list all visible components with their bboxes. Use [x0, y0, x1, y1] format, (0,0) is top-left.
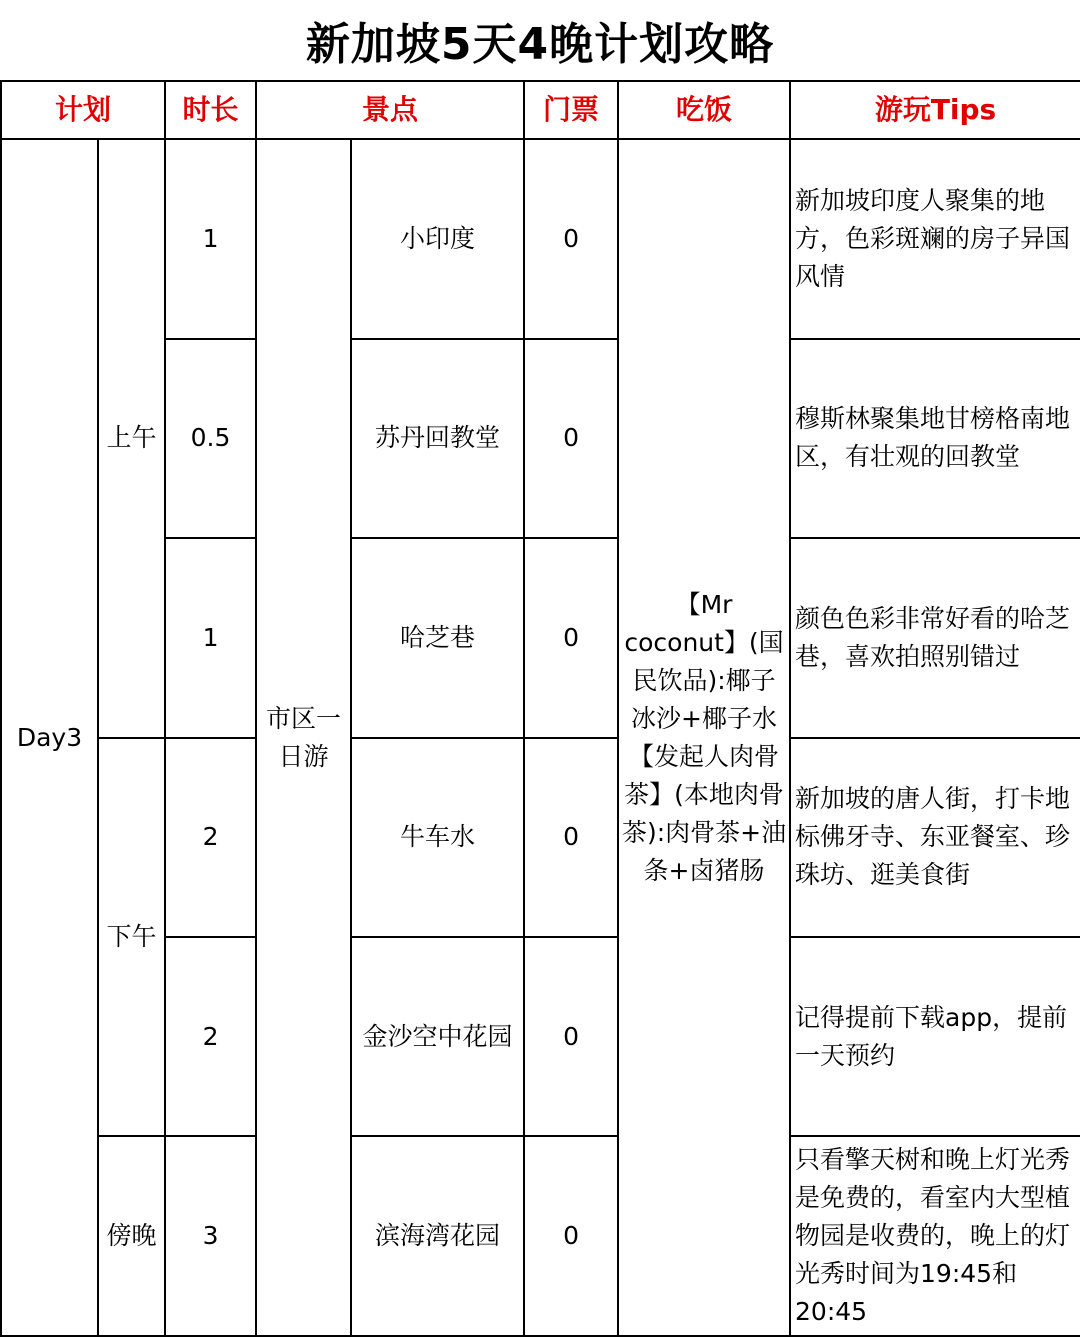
duration-cell: 2	[165, 738, 256, 937]
ticket-cell: 0	[524, 139, 618, 338]
spot-cell: 滨海湾花园	[351, 1136, 524, 1336]
spot-cell: 苏丹回教堂	[351, 339, 524, 538]
spot-cell: 哈芝巷	[351, 538, 524, 737]
itinerary-table	[0, 80, 1080, 1337]
header-duration	[165, 81, 256, 139]
spot-cell: 金沙空中花园	[351, 937, 524, 1136]
ticket-cell: 0	[524, 738, 618, 937]
header-meal: 吃饭	[618, 81, 790, 139]
tip-cell: 新加坡印度人聚集的地方，色彩斑斓的房子异国风情	[790, 139, 1080, 338]
tip-cell: 只看擎天树和晚上灯光秀是免费的，看室内大型植物园是收费的，晚上的灯光秀时间为19:45和20:45	[790, 1136, 1080, 1336]
table-row	[1, 1136, 1080, 1336]
day-cell: Day3	[1, 139, 98, 1336]
period-morning: 上午	[98, 139, 165, 737]
ticket-cell: 0	[524, 937, 618, 1136]
ticket-cell: 0	[524, 1136, 618, 1336]
tip-cell: 记得提前下载app，提前一天预约	[790, 937, 1080, 1136]
duration-cell: 2	[165, 937, 256, 1136]
duration-cell: 3	[165, 1136, 256, 1336]
table-row	[1, 139, 1080, 338]
header-tips: 游玩Tips	[790, 81, 1080, 139]
header-plan: 计划	[1, 81, 165, 139]
tip-cell: 颜色色彩非常好看的哈芝巷，喜欢拍照别错过	[790, 538, 1080, 737]
meal-cell: 【Mr coconut】(国民饮品):椰子冰沙+椰子水【发起人肉骨茶】(本地肉骨茶):肉骨茶+油条+卤猪肠	[618, 139, 790, 1336]
spot-cell: 牛车水	[351, 738, 524, 937]
header-ticket: 门票	[524, 81, 618, 139]
spot-cell: 小印度	[351, 139, 524, 338]
route-cell: 市区一日游	[256, 139, 351, 1336]
table-row	[1, 738, 1080, 937]
header-spot: 景点	[256, 81, 524, 139]
period-evening: 傍晚	[98, 1136, 165, 1336]
header-duration-label: 时长	[182, 93, 239, 127]
page-title: 新加坡5天4晚计划攻略	[305, 19, 775, 70]
table-header-row	[1, 81, 1080, 139]
tip-cell: 新加坡的唐人街，打卡地标佛牙寺、东亚餐室、珍珠坊、逛美食街	[790, 738, 1080, 937]
duration-cell: 1	[165, 139, 256, 338]
duration-cell: 1	[165, 538, 256, 737]
period-afternoon: 下午	[98, 738, 165, 1137]
tip-cell: 穆斯林聚集地甘榜格南地区，有壮观的回教堂	[790, 339, 1080, 538]
duration-cell: 0.5	[165, 339, 256, 538]
ticket-cell: 0	[524, 339, 618, 538]
ticket-cell: 0	[524, 538, 618, 737]
